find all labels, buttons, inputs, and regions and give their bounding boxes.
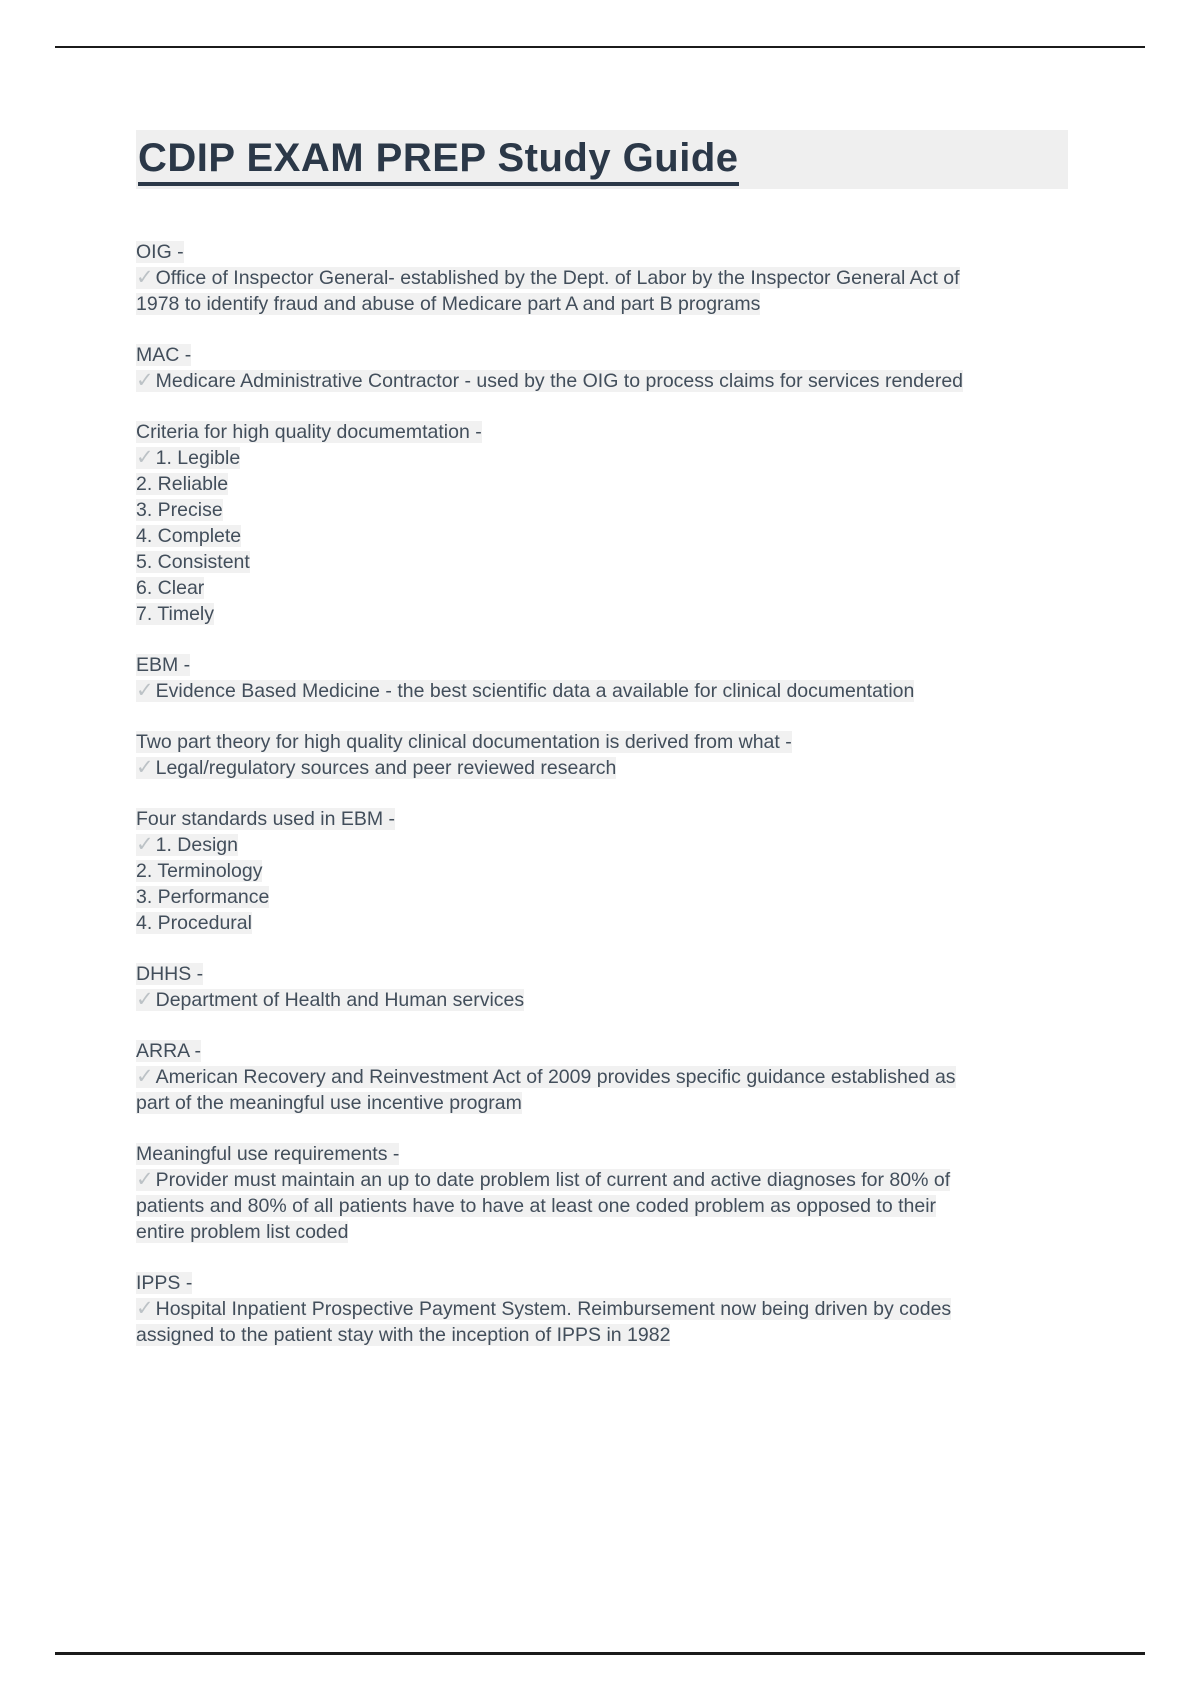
checkmark-icon: ✓ (136, 369, 154, 392)
term-line: Four standards used in EBM - (136, 808, 396, 830)
term-line: IPPS - (136, 1272, 193, 1294)
answer-line: 4. Complete (136, 525, 242, 547)
checkmark-icon: ✓ (136, 1168, 154, 1191)
answer-line: 5. Consistent (136, 551, 250, 573)
checkmark-icon: ✓ (136, 756, 154, 779)
qa-section (136, 342, 968, 394)
checkmark-icon: ✓ (136, 833, 154, 856)
qa-section (136, 652, 968, 704)
term-line: DHHS - (136, 963, 204, 985)
page-content (136, 130, 1068, 1373)
bottom-border-rule (55, 1652, 1145, 1655)
answer-line: 4. Procedural (136, 912, 252, 934)
answer-line: 3. Precise (136, 499, 223, 521)
answer-line: 6. Clear (136, 577, 205, 599)
answer-line: ✓ Department of Health and Human services (136, 988, 525, 1011)
answer-line: ✓ Provider must maintain an up to date problem list of current and active diagnoses for 80% of patients and 80% of all patients have to have at least one coded problem as opposed to their entire problem list coded (136, 1168, 951, 1243)
qa-sections (136, 239, 968, 1348)
answer-line: 2. Reliable (136, 473, 229, 495)
term-line: Criteria for high quality documemtation - (136, 421, 482, 443)
answer-line: ✓ 1. Legible (136, 446, 241, 469)
checkmark-icon: ✓ (136, 679, 154, 702)
qa-section (136, 961, 968, 1013)
term-line: EBM - (136, 654, 191, 676)
answer-line: ✓ Medicare Administrative Contractor - used by the OIG to process claims for services rendered (136, 369, 964, 392)
answer-line: ✓ Legal/regulatory sources and peer reviewed research (136, 756, 617, 779)
page-title-text: CDIP EXAM PREP Study Guide (138, 136, 739, 186)
qa-section (136, 1270, 968, 1348)
qa-section (136, 419, 968, 627)
checkmark-icon: ✓ (136, 988, 154, 1011)
qa-section (136, 1038, 968, 1116)
qa-section (136, 239, 968, 317)
qa-section (136, 729, 968, 781)
term-line: Two part theory for high quality clinical documentation is derived from what - (136, 731, 792, 753)
answer-line: ✓ Office of Inspector General- established by the Dept. of Labor by the Inspector General Act of 1978 to identify fraud and abuse of Medicare part A and part B programs (136, 266, 960, 315)
answer-line: 7. Timely (136, 603, 215, 625)
answer-line: 3. Performance (136, 886, 270, 908)
answer-line: ✓ 1. Design (136, 833, 238, 856)
checkmark-icon: ✓ (136, 446, 154, 469)
answer-line: 2. Terminology (136, 860, 263, 882)
answer-line: ✓ Hospital Inpatient Prospective Payment System. Reimbursement now being driven by codes assigned to the patient stay with the inception of IPPS in 1982 (136, 1297, 952, 1346)
term-line: OIG - (136, 241, 184, 263)
page-title (136, 130, 1068, 189)
top-border-rule (55, 46, 1145, 48)
term-line: Meaningful use requirements - (136, 1143, 400, 1165)
qa-section (136, 806, 968, 936)
term-line: ARRA - (136, 1040, 202, 1062)
qa-section (136, 1141, 968, 1245)
checkmark-icon: ✓ (136, 1297, 154, 1320)
answer-line: ✓ American Recovery and Reinvestment Act of 2009 provides specific guidance established as part of the meaningful use incentive program (136, 1065, 956, 1114)
checkmark-icon: ✓ (136, 266, 154, 289)
checkmark-icon: ✓ (136, 1065, 154, 1088)
answer-line: ✓ Evidence Based Medicine - the best scientific data a available for clinical documentation (136, 679, 915, 702)
term-line: MAC - (136, 344, 192, 366)
